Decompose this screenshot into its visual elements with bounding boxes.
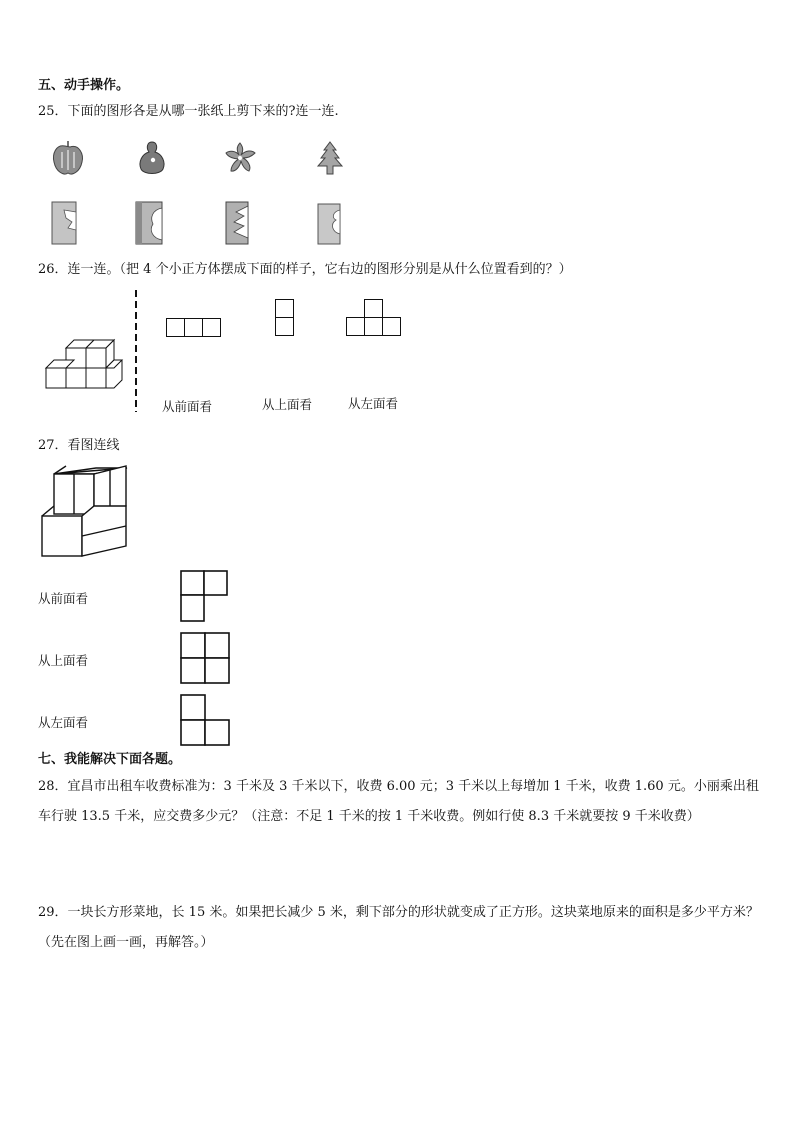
q26-view-t-shape[interactable] (346, 299, 402, 339)
flower-cutout-shape (226, 143, 255, 171)
tree-cutout-shape (318, 142, 342, 174)
q26-label-left[interactable]: 从左面看 (348, 396, 399, 411)
q27-cube-figure (40, 464, 130, 560)
q27-label-top[interactable]: 从上面看 (38, 653, 89, 668)
q27-view-shape-1[interactable] (180, 570, 230, 624)
question-28-text: 28．宜昌市出租车收费标准为：3 千米及 3 千米以下，收费 6.00 元；3 千米以上每增加 1 千米，收费 1.60 元。小丽乘出租车行驶 13.5 千米，应交费多少元？（注意：不足 1 千米的按 1 千米收费。例如行使 8.3 千米就要按 9 千米收费） (38, 779, 759, 824)
q25-cutout-shapes (50, 140, 370, 180)
gourd-cutout-shape (140, 142, 164, 174)
q26-view-three-in-row[interactable] (166, 318, 222, 338)
section-heading-7: 七、我能解决下面各题。 (38, 752, 182, 767)
question-25-text: 25．下面的图形各是从哪一张纸上剪下来的?连一连. (38, 104, 339, 119)
q27-view-shape-3[interactable] (180, 694, 232, 748)
q26-label-top[interactable]: 从上面看 (262, 397, 313, 412)
paper-piece-3 (226, 202, 248, 244)
paper-piece-2 (136, 202, 162, 244)
q26-cube-stack (44, 336, 126, 398)
q26-label-front[interactable]: 从前面看 (162, 399, 213, 414)
q27-label-front[interactable]: 从前面看 (38, 591, 89, 606)
paper-piece-1 (52, 202, 76, 244)
apple-cutout-shape (53, 141, 82, 174)
q26-view-two-stacked[interactable] (275, 299, 295, 339)
q27-label-left[interactable]: 从左面看 (38, 715, 89, 730)
section-heading-5: 五、动手操作。 (38, 78, 130, 93)
paper-piece-4 (318, 204, 340, 244)
question-27-text: 27．看图连线 (38, 438, 120, 453)
q25-paper-pieces (50, 200, 370, 248)
q27-view-shape-2[interactable] (180, 632, 232, 686)
q26-divider (134, 290, 138, 412)
question-26-text: 26．连一连。（把 4 个小正方体摆成下面的样子，它右边的图形分别是从什么位置看到的？） (38, 262, 572, 277)
question-29-text: 29．一块长方形菜地，长 15 米。如果把长减少 5 米，剩下部分的形状就变成了正方形。这块菜地原来的面积是多少平方米？（先在图上画一画，再解答。） (38, 905, 759, 950)
